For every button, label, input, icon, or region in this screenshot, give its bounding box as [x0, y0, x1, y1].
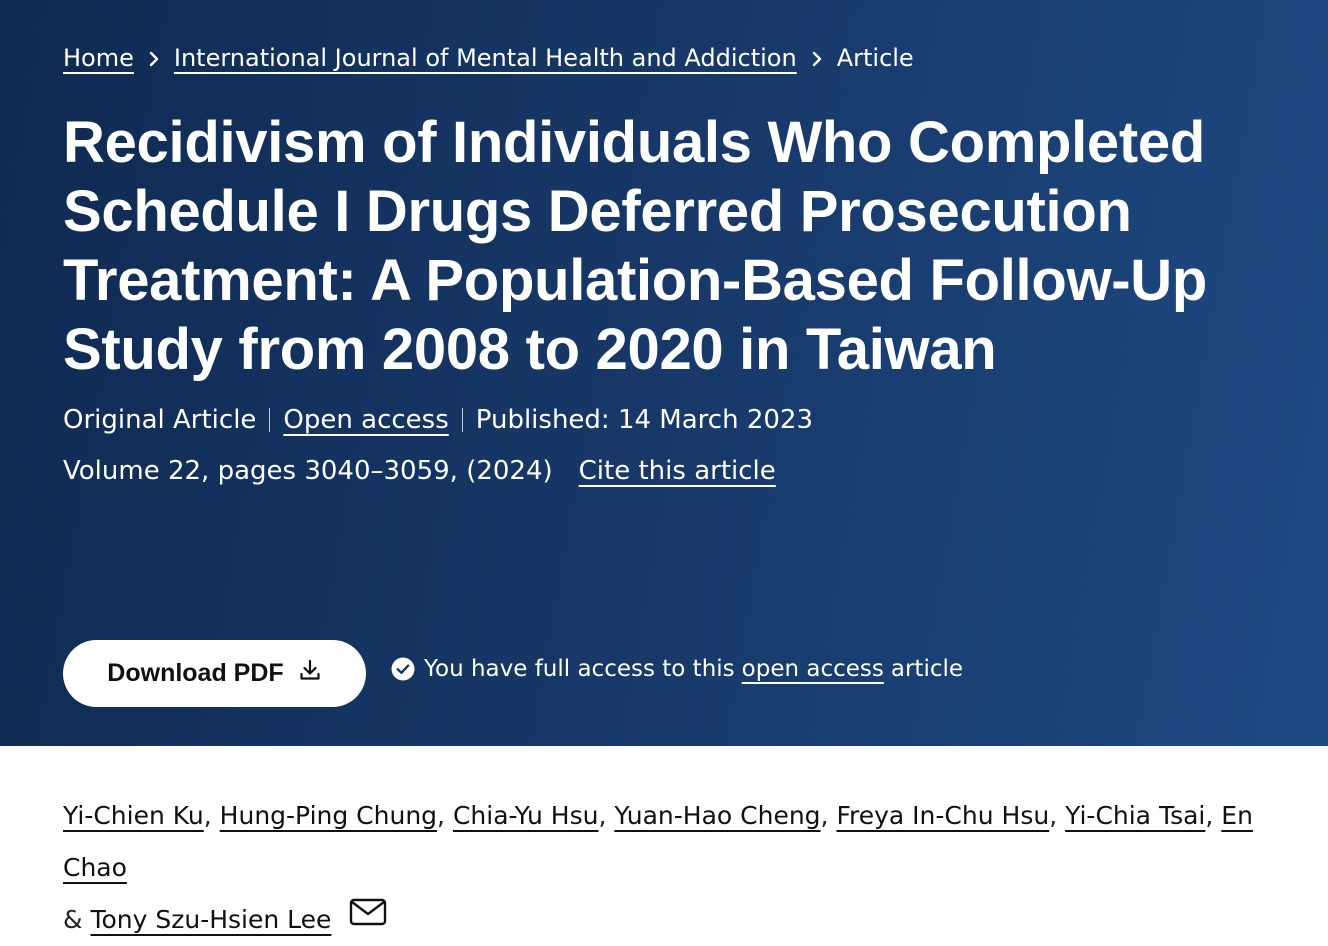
author-separator: , [1205, 801, 1214, 830]
breadcrumb-journal-link[interactable]: International Journal of Mental Health and Addiction [173, 44, 797, 72]
author-link[interactable]: Freya In-Chu Hsu [836, 801, 1050, 830]
chevron-right-icon [134, 44, 174, 72]
divider [462, 408, 463, 432]
published-date: Published: 14 March 2023 [475, 405, 813, 435]
cite-article-link[interactable]: Cite this article [578, 456, 776, 486]
breadcrumb-current: Article [836, 44, 914, 72]
access-prefix: You have full access to this [424, 656, 735, 682]
author-separator: , [437, 801, 445, 830]
download-icon [298, 658, 322, 689]
access-suffix: article [890, 656, 964, 682]
download-pdf-button[interactable] [63, 640, 366, 707]
author-link[interactable]: Hung-Ping Chung [219, 801, 438, 830]
author-link[interactable]: Chia-Yu Hsu [452, 801, 599, 830]
volume-info: Volume 22, pages 3040–3059, (2024) [63, 456, 553, 486]
article-meta [63, 405, 813, 435]
author-link[interactable]: En Chao [63, 801, 1253, 882]
author-separator: , [820, 801, 829, 830]
download-pdf-label: Download PDF [107, 659, 284, 687]
breadcrumb [63, 44, 914, 72]
author-link[interactable]: Yuan-Hao Cheng [614, 801, 821, 830]
author-link[interactable]: Tony Szu-Hsien Lee [90, 905, 332, 934]
check-circle-icon [391, 657, 415, 681]
author-list [63, 790, 1323, 946]
author-conjunction: & [63, 905, 83, 934]
author-separator: , [203, 801, 212, 830]
access-notice [391, 656, 963, 682]
mail-icon[interactable] [349, 893, 387, 945]
author-separator: , [598, 801, 607, 830]
divider [269, 408, 270, 432]
article-volume-row [63, 456, 776, 486]
access-open-access-link[interactable]: open access [741, 656, 884, 682]
author-link[interactable]: Yi-Chia Tsai [1065, 801, 1206, 830]
open-access-link[interactable]: Open access [283, 405, 449, 435]
author-link[interactable]: Yi-Chien Ku [63, 801, 204, 830]
article-type: Original Article [63, 405, 257, 435]
article-title: Recidivism of Individuals Who Completed Schedule I Drugs Deferred Prosecution Treatment: A Population-Based Follow-Up Study from 2008 to 2020 in Taiwan [63, 110, 1208, 382]
breadcrumb-home-link[interactable]: Home [63, 44, 134, 72]
chevron-right-icon [797, 44, 837, 72]
author-separator: , [1049, 801, 1058, 830]
